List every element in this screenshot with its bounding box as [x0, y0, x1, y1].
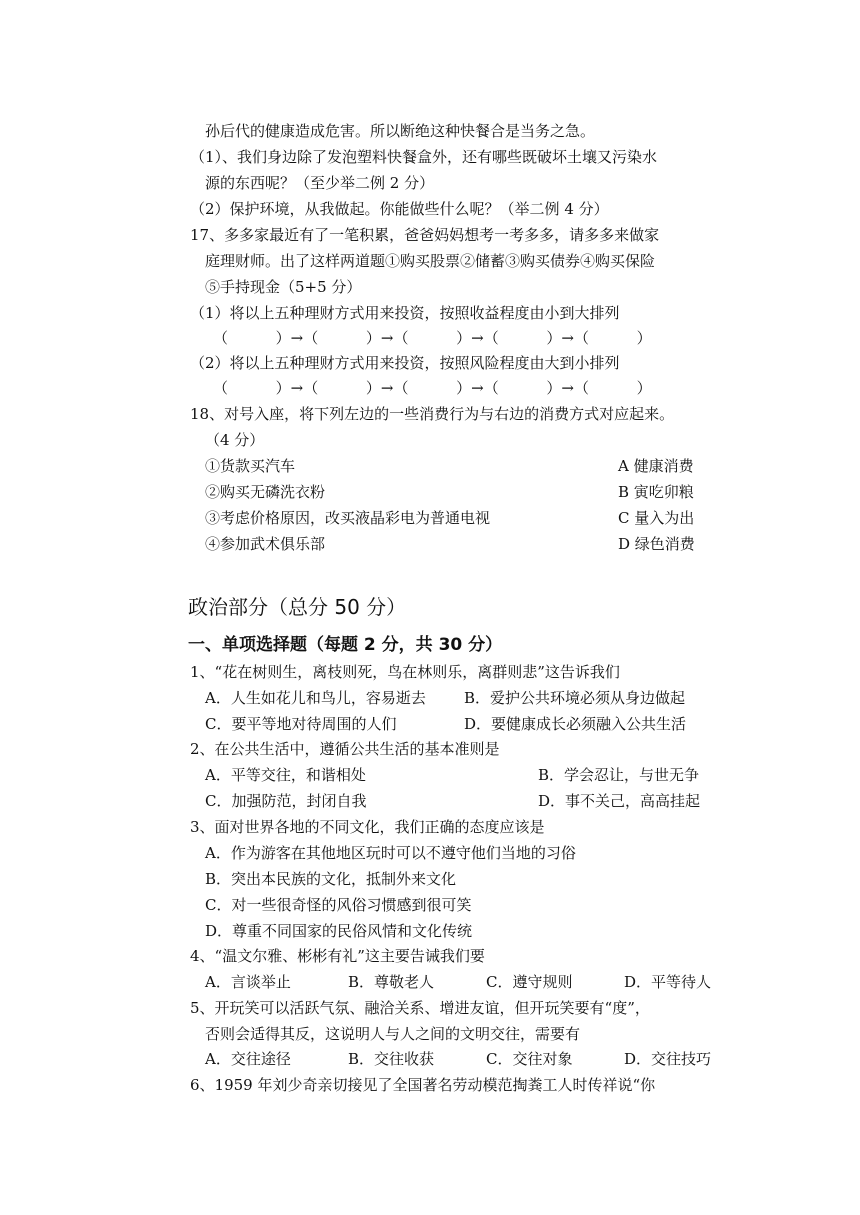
question-5-stem: 否则会适得其反，这说明人与人之间的文明交往，需要有: [205, 1025, 581, 1043]
question-1-stem: 1、“花在树则生，离枝则死，鸟在林则乐，离群则悲”这告诉我们: [190, 663, 620, 681]
question-17-part1: （1）将以上五种理财方式用来投资，按照收益程度由小到大排列: [190, 304, 620, 322]
question-17-stem: 17、多多家最近有了一笔积累，爸爸妈妈想考一考多多，请多多来做家: [190, 226, 660, 244]
option-d: D．交往技巧: [624, 1050, 712, 1068]
answer-blanks: （ ）→（ ）→（ ）→（ ）→（ ）: [213, 329, 652, 347]
option-a: A．人生如花儿和鸟儿，容易逝去: [205, 689, 426, 707]
consumption-behavior: ①货款买汽车: [205, 457, 296, 475]
option-a: A．平等交往，和谐相处: [205, 766, 366, 784]
section-title: 政治部分（总分 50 分）: [188, 595, 407, 619]
option-b: B．尊敬老人: [348, 973, 435, 991]
text-line: （2）保护环境，从我做起。你能做些什么呢？（举二例 4 分）: [190, 200, 609, 218]
consumption-behavior: ④参加武术俱乐部: [205, 535, 326, 553]
option-d: D．要健康成长必须融入公共生活: [464, 715, 687, 733]
consumption-type: B 寅吃卯粮: [618, 483, 694, 501]
question-5-stem: 5、开玩笑可以活跃气氛、融洽关系、增进友谊，但开玩笑要有“度”，: [190, 999, 650, 1017]
question-3-stem: 3、面对世界各地的不同文化，我们正确的态度应该是: [190, 818, 545, 836]
text-line: 孙后代的健康造成危害。所以断绝这种快餐合是当务之急。: [205, 122, 596, 140]
answer-blanks: （ ）→（ ）→（ ）→（ ）→（ ）: [213, 379, 652, 397]
option-b: B．学会忍让，与世无争: [538, 766, 700, 784]
option-a: A．作为游客在其他地区玩时可以不遵守他们当地的习俗: [205, 844, 576, 862]
question-6-stem: 6、1959 年刘少奇亲切接见了全国著名劳动模范掏粪工人时传祥说“你: [190, 1076, 656, 1094]
option-c: C．要平等地对待周围的人们: [205, 715, 397, 733]
question-2-stem: 2、在公共生活中，遵循公共生活的基本准则是: [190, 740, 500, 758]
consumption-behavior: ③考虑价格原因，改买液晶彩电为普通电视: [205, 509, 491, 527]
consumption-type: A 健康消费: [618, 457, 694, 475]
question-17-part2: （2）将以上五种理财方式用来投资，按照风险程度由大到小排列: [190, 354, 620, 372]
option-d: D．平等待人: [624, 973, 712, 991]
option-b: B．爱护公共环境必须从身边做起: [464, 689, 686, 707]
option-a: A．言谈举止: [205, 973, 291, 991]
question-17-stem: 庭理财师。出了这样两道题①购买股票②储蓄③购买债券④购买保险: [205, 252, 656, 270]
question-17-stem: ⑤手持现金（5+5 分）: [205, 278, 362, 296]
option-c: C．对一些很奇怪的风俗习惯感到很可笑: [205, 896, 472, 914]
question-18-stem: （4 分）: [205, 431, 265, 449]
option-c: C．遵守规则: [486, 973, 573, 991]
text-line: （1）、我们身边除了发泡塑料快餐盒外，还有哪些既破坏土壤又污染水: [190, 148, 658, 166]
consumption-type: D 绿色消费: [618, 535, 695, 553]
consumption-behavior: ②购买无磷洗衣粉: [205, 483, 326, 501]
option-c: C．交往对象: [486, 1050, 573, 1068]
option-d: D．尊重不同国家的民俗风情和文化传统: [205, 922, 473, 940]
option-a: A．交往途径: [205, 1050, 291, 1068]
section-heading: 一、单项选择题（每题 2 分，共 30 分）: [188, 635, 503, 655]
option-b: B．突出本民族的文化，抵制外来文化: [205, 870, 457, 888]
consumption-type: C 量入为出: [618, 509, 695, 527]
option-b: B．交往收获: [348, 1050, 435, 1068]
option-d: D．事不关己，高高挂起: [538, 792, 701, 810]
text-line: 源的东西呢？（至少举二例 2 分）: [205, 174, 435, 192]
question-18-stem: 18、对号入座，将下列左边的一些消费行为与右边的消费方式对应起来。: [190, 405, 675, 423]
question-4-stem: 4、“温文尔雅、彬彬有礼”这主要告诫我们要: [190, 947, 485, 965]
option-c: C．加强防范，封闭自我: [205, 792, 367, 810]
